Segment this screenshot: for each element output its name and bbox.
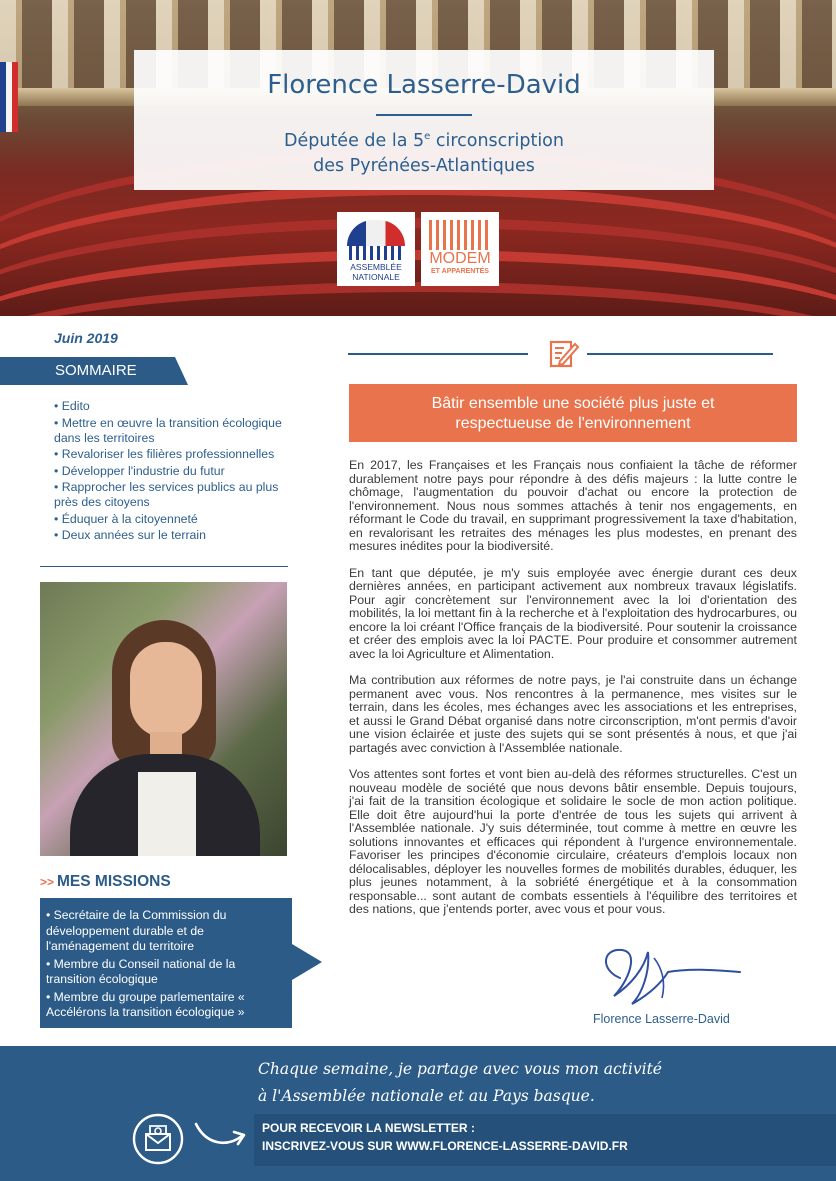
handwritten-signature [592,938,742,1010]
hero-photo-assemblee [0,0,836,316]
sommaire-list [54,399,289,545]
title-box [134,50,714,190]
issue-date: Juin 2019 [54,330,118,346]
modem-bars-icon [429,220,491,250]
deputy-role [134,124,714,179]
portrait-face [130,642,202,738]
editorial-paragraph: En tant que députée, je m'y suis employée avec énergie durant ces deux dernières années, en participant activement aux nombreux travaux législatifs. Pour agir concrètement sur l'environnement avec la loi d'orientation des mobilités, la loi mettant fin à la recherche et à l'exploitation des hydrocarbures, ou encore la loi créant l'Office français de la biodiversité. Pour soutenir la croissance et créer des emplois avec la loi PACTE. Pour produire et consommer autrement avec la loi Agriculture et Alimentation. [349,565,797,661]
sommaire-title: SOMMAIRE [55,362,137,379]
editorial-paragraph: Ma contribution aux réformes de notre pays, je l'ai construite dans un échange permanent avec vous. Nos rencontres à la permanence, mes visites sur le terrain, dans les écoles, mes échanges avec les associations et les entreprises, et aussi le Grand Débat organisé dans notre circonscription, m'ont permis d'avoir une vision éclairée et juste des sujets qui se sont présentés à nous, et que j'ai partagés avec conviction à l'Assemblée nationale. [349,673,797,755]
modem-logo [421,212,499,286]
portrait-top [138,772,196,856]
sommaire-item: • Développer l'industrie du futur [54,463,225,478]
an-dome-icon [347,220,405,246]
mission-item: • Secrétaire de la Commission du développement durable et de l'aménagement du territoire [46,908,227,953]
an-logo-line2: NATIONALE [352,272,400,282]
role-line1-sup: e [424,131,431,142]
sommaire-item: • Edito [54,399,90,413]
header-rule-left [348,353,528,355]
newsletter-line1: POUR RECEVOIR LA NEWSLETTER : [262,1121,475,1135]
headline-line2: respectueuse de l'environnement [455,415,691,432]
missions-title-text: MES MISSIONS [57,873,171,890]
footer-quote-line1: Chaque semaine, je partage avec vous mon activité [258,1060,662,1078]
sommaire-item: • Deux années sur le terrain [54,528,206,542]
editorial-headline [349,384,797,442]
french-flag [0,62,18,132]
mission-item: • Membre du Conseil national de la transition écologique [46,956,236,986]
assemblee-nationale-logo [337,212,415,286]
sommaire-item: • Revaloriser les filières professionnelles [54,447,275,461]
role-line2: des Pyrénées-Atlantiques [313,155,535,176]
editorial-body [349,459,797,930]
mission-item: • Membre du groupe parlementaire « Accélérons la transition écologique » [46,989,245,1019]
deputy-portrait [40,582,287,856]
title-divider [376,114,472,116]
footer-quote [258,1056,698,1110]
an-logo-text [337,262,415,282]
an-logo-line1: ASSEMBLÉE [350,262,402,272]
editorial-paragraph: En 2017, les Françaises et les Français nous confiaient la tâche de réformer durablement notre pays pour répondre à des défis majeurs : la lutte contre le chômage, l'augmentation du pouvoir d'achat ou encore la protection de l'environnement. Nous nous sommes attachés à tenir nos engagements, en réformant le Code du travail, en supprimant progressivement la taxe d'habitation, en revalorisant les retraites des ménages les plus modestes, en prenant des mesures inédites pour la biodiversité. [349,458,797,553]
sommaire-item: • Rapprocher les services publics au plus près des citoyens [54,480,279,509]
sommaire-item: • Mettre en œuvre la transition écologique dans les territoires [54,415,282,445]
role-line1-post: circonscription [430,130,564,151]
newsletter-link[interactable]: INSCRIVEZ-VOUS SUR WWW.FLORENCE-LASSERRE-DAVID.FR [262,1139,628,1153]
signer-name: Florence Lasserre-David [593,1012,730,1026]
an-columns-icon [349,246,403,260]
sommaire-divider [40,566,288,567]
sommaire-item: • Éduquer à la citoyenneté [54,511,198,526]
modem-logo-line2: ET APPARENTÉS [431,268,489,275]
modem-logo-line1: MODEM [429,250,491,267]
deputy-name: Florence Lasserre-David [267,70,581,100]
double-arrow-icon: >> [40,875,55,889]
curved-arrow-icon [192,1118,250,1152]
missions-title [40,873,171,891]
newsletter-cta[interactable] [262,1119,628,1155]
newsletter-mail-icon [131,1112,185,1166]
role-line1-pre: Députée de la 5 [284,130,425,151]
headline-line1: Bâtir ensemble une société plus juste et [431,395,715,412]
footer-quote-line2: à l'Assemblée nationale et au Pays basque. [258,1087,595,1105]
edit-note-icon [546,336,580,370]
header-rule-right [587,353,773,355]
editorial-paragraph: Vos attentes sont fortes et vont bien au-delà des réformes structurelles. C'est un nouveau modèle de société que nous devons bâtir ensemble. Depuis toujours, j'ai fait de la transition écologique et solidaire le socle de mon action politique. Elle doit être aujourd'hui la porte d'entrée de tous les sujets qui arrivent à l'Assemblée nationale. J'y suis déterminée, tout comme à mettre en œuvre les solutions innovantes et efficaces qui répondent à l'urgence environnementale. Favoriser les principes d'économie circulaire, créateurs d'emplois locaux non délocalisables, déployer les nouvelles formes de mobilités durables, éduquer, les plus jeunes notamment, à la sobriété énergétique et à la consommation responsable... sont autant de combats essentiels à l'équilibre des territoires et des nations, que j'entends porter, avec vous et pour vous. [349,767,797,916]
missions-list [46,908,276,1023]
